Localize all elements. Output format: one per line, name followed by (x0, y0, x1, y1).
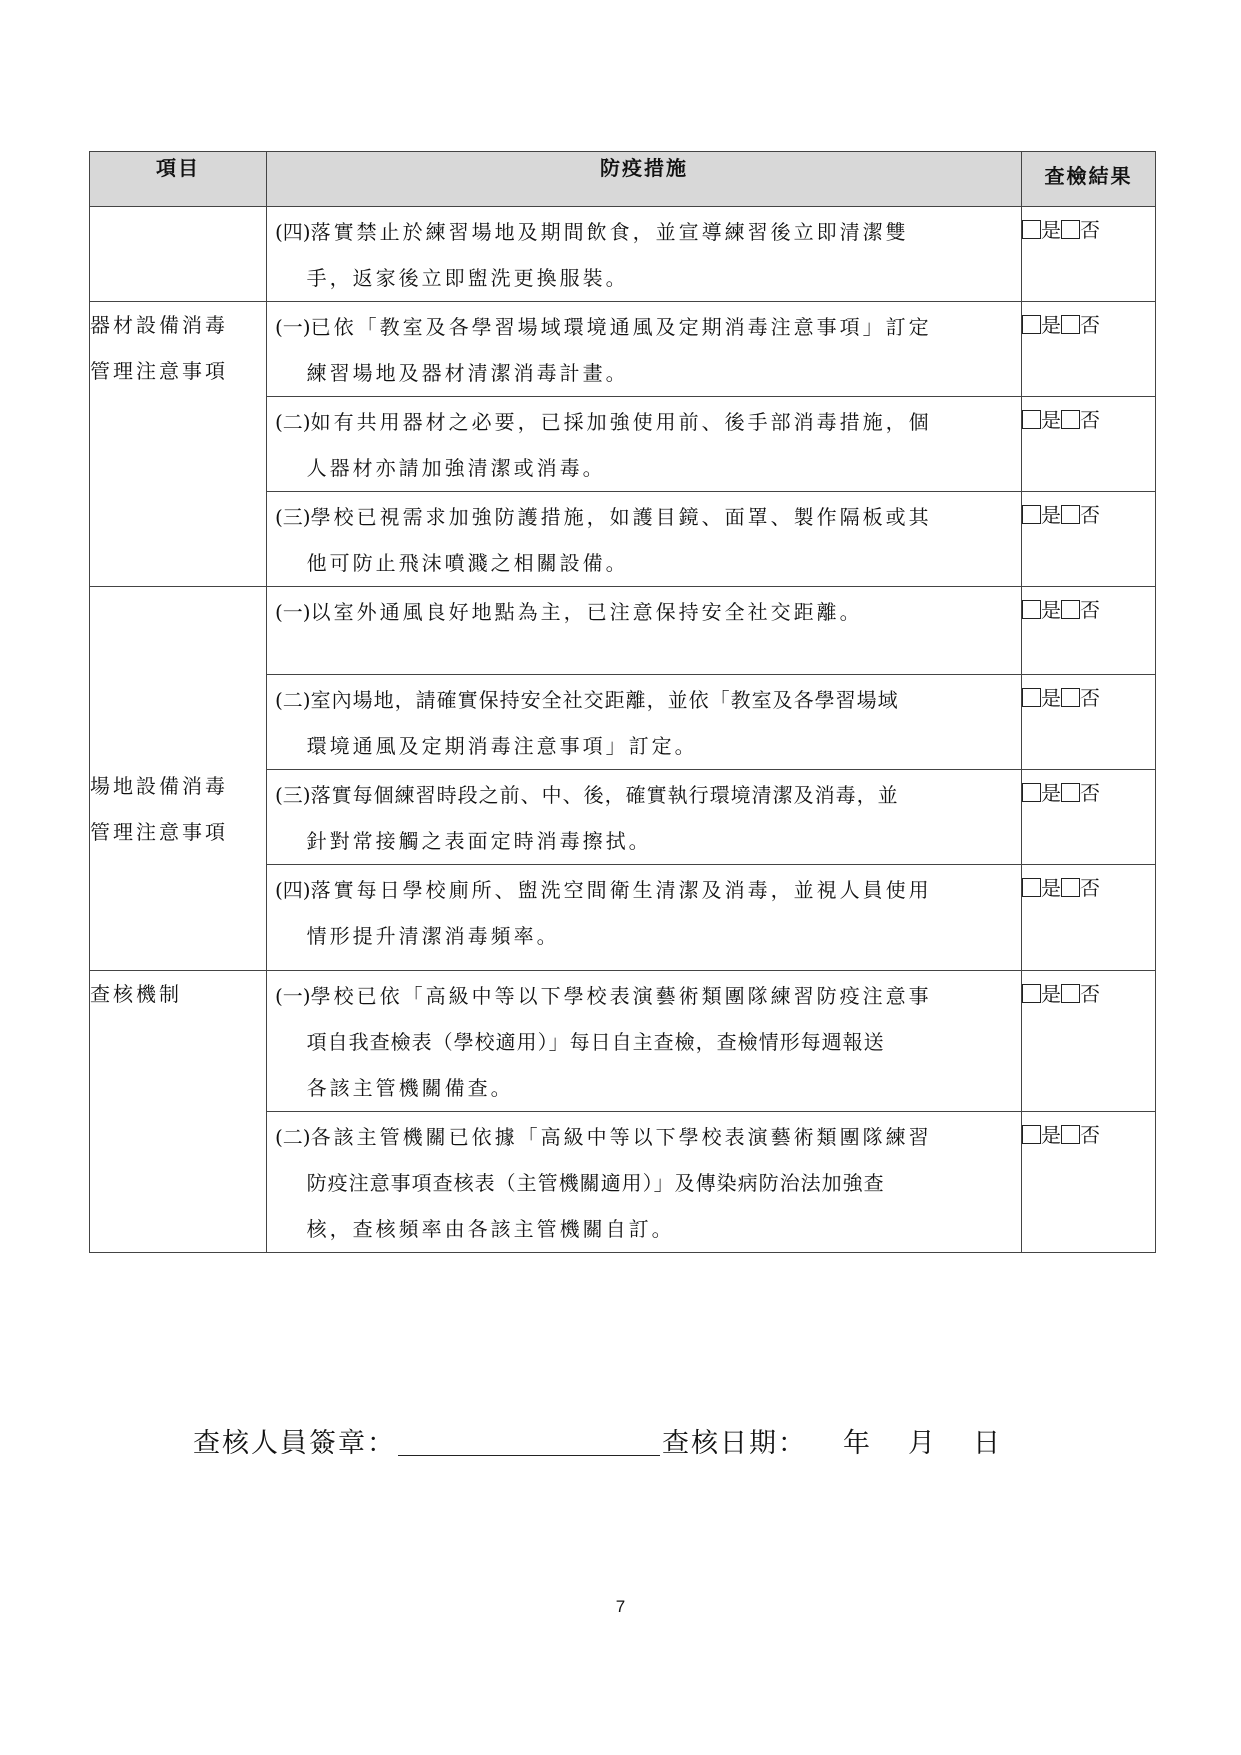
measure-number: (二) (275, 1125, 311, 1149)
yes-label: 是 (1041, 982, 1061, 1006)
measure-number: (二) (275, 688, 311, 712)
no-checkbox[interactable] (1061, 220, 1080, 239)
yes-checkbox[interactable] (1022, 505, 1041, 524)
result-cell (1022, 971, 1156, 1112)
no-checkbox[interactable] (1061, 1125, 1080, 1144)
measure-text-line: 落實每日學校廁所、盥洗空間衛生清潔及消毒，並視人員使用 (310, 878, 932, 902)
measure-text-line: 以室外通風良好地點為主，已注意保持安全社交距離。 (310, 600, 863, 624)
yes-checkbox[interactable] (1022, 220, 1041, 239)
measure-text-line: 環境通風及定期消毒注意事項」訂定。 (306, 734, 698, 758)
no-label: 否 (1080, 982, 1100, 1006)
no-label: 否 (1080, 218, 1100, 242)
result-cell (1022, 207, 1156, 302)
table-row (90, 587, 1156, 675)
signature-label: 查核人員簽章： (193, 1428, 396, 1459)
day-label: 日 (973, 1428, 1002, 1459)
yes-checkbox[interactable] (1022, 1125, 1041, 1144)
measure-number: (四) (275, 878, 311, 902)
yes-checkbox[interactable] (1022, 410, 1041, 429)
measure-text-line: 學校已依「高級中等以下學校表演藝術類團隊練習防疫注意事 (310, 984, 932, 1008)
measure-cell (267, 397, 1022, 492)
measure-number: (三) (275, 783, 311, 807)
category-cell (90, 302, 267, 587)
signature-field[interactable] (398, 1429, 660, 1456)
measure-text-line: 室內場地，請確實保持安全社交距離，並依「教室及各學習場域 (310, 688, 899, 712)
no-label: 否 (1080, 686, 1100, 710)
yes-label: 是 (1041, 876, 1061, 900)
yes-label: 是 (1041, 218, 1061, 242)
no-label: 否 (1080, 876, 1100, 900)
no-label: 否 (1080, 313, 1100, 337)
no-checkbox[interactable] (1061, 600, 1080, 619)
yes-checkbox[interactable] (1022, 783, 1041, 802)
yes-checkbox[interactable] (1022, 315, 1041, 334)
measure-text-line: 練習場地及器材清潔消毒計畫。 (306, 361, 629, 385)
result-cell (1022, 492, 1156, 587)
no-checkbox[interactable] (1061, 410, 1080, 429)
yes-checkbox[interactable] (1022, 600, 1041, 619)
category-label: 管理注意事項 (90, 359, 228, 383)
result-cell (1022, 397, 1156, 492)
yes-checkbox[interactable] (1022, 688, 1041, 707)
no-label: 否 (1080, 1123, 1100, 1147)
measure-text-line: 落實每個練習時段之前、中、後，確實執行環境清潔及消毒，並 (310, 783, 899, 807)
date-label: 查核日期： (662, 1428, 807, 1459)
yes-label: 是 (1041, 503, 1061, 527)
no-checkbox[interactable] (1061, 505, 1080, 524)
measure-text-line: 情形提升清潔消毒頻率。 (306, 924, 560, 948)
checklist-table (89, 151, 1156, 1253)
measure-text-line: 已依「教室及各學習場域環境通風及定期消毒注意事項」訂定 (310, 315, 932, 339)
measure-cell (267, 302, 1022, 397)
measure-number: (二) (275, 410, 311, 434)
category-cell (90, 971, 267, 1253)
yes-label: 是 (1041, 408, 1061, 432)
header-result: 查檢結果 (1022, 152, 1156, 207)
measure-cell (267, 207, 1022, 302)
measure-text-line: 落實禁止於練習場地及期間飲食，並宣導練習後立即清潔雙 (310, 220, 909, 244)
measure-text-line: 核，查核頻率由各該主管機關自訂。 (306, 1217, 675, 1241)
category-label: 器材設備消毒 (90, 313, 228, 337)
yes-label: 是 (1041, 1123, 1061, 1147)
measure-cell (267, 865, 1022, 971)
no-checkbox[interactable] (1061, 984, 1080, 1003)
measure-number: (一) (275, 600, 311, 624)
measure-cell (267, 971, 1022, 1112)
category-label: 查核機制 (90, 982, 182, 1006)
result-cell (1022, 1112, 1156, 1253)
measure-number: (一) (275, 315, 311, 339)
measure-text-line: 防疫注意事項查核表（主管機關適用）」及傳染病防治法加強查 (306, 1171, 885, 1195)
page-number: 7 (615, 1597, 626, 1616)
result-cell (1022, 302, 1156, 397)
no-checkbox[interactable] (1061, 783, 1080, 802)
header-item: 項目 (90, 152, 267, 207)
no-checkbox[interactable] (1061, 878, 1080, 897)
measure-cell (267, 492, 1022, 587)
measure-text-line: 針對常接觸之表面定時消毒擦拭。 (306, 829, 652, 853)
category-label: 場地設備消毒 (90, 773, 228, 798)
measure-text-line: 學校已視需求加強防護措施，如護目鏡、面罩、製作隔板或其 (310, 505, 932, 529)
measure-text-line: 如有共用器材之必要，已採加強使用前、後手部消毒措施，個 (310, 410, 932, 434)
yes-checkbox[interactable] (1022, 878, 1041, 897)
measure-text-line: 他可防止飛沫噴濺之相關設備。 (306, 551, 629, 575)
table-row (90, 207, 1156, 302)
month-label: 月 (908, 1428, 937, 1459)
measure-text-line: 項自我查檢表（學校適用）」每日自主查檢，查檢情形每週報送 (306, 1030, 885, 1054)
measure-number: (三) (275, 505, 311, 529)
measure-text-line: 手，返家後立即盥洗更換服裝。 (306, 266, 629, 290)
category-label: 管理注意事項 (90, 819, 228, 844)
measure-cell (267, 675, 1022, 770)
measure-text-line: 人器材亦請加強清潔或消毒。 (306, 456, 606, 480)
yes-label: 是 (1041, 686, 1061, 710)
signature-line (193, 1421, 1002, 1460)
yes-label: 是 (1041, 598, 1061, 622)
table-row (90, 302, 1156, 397)
category-cell-empty (90, 207, 267, 302)
header-row (90, 152, 1156, 207)
no-checkbox[interactable] (1061, 315, 1080, 334)
no-label: 否 (1080, 781, 1100, 805)
no-label: 否 (1080, 503, 1100, 527)
yes-label: 是 (1041, 313, 1061, 337)
header-measure: 防疫措施 (267, 152, 1022, 207)
result-cell (1022, 770, 1156, 865)
result-cell (1022, 865, 1156, 971)
no-label: 否 (1080, 408, 1100, 432)
measure-number: (一) (275, 984, 311, 1008)
yes-checkbox[interactable] (1022, 984, 1041, 1003)
measure-number: (四) (275, 220, 311, 244)
measure-cell (267, 587, 1022, 675)
result-cell (1022, 675, 1156, 770)
yes-label: 是 (1041, 781, 1061, 805)
table-row (90, 971, 1156, 1112)
year-label: 年 (843, 1428, 872, 1459)
no-checkbox[interactable] (1061, 688, 1080, 707)
measure-cell (267, 770, 1022, 865)
measure-text-line: 各該主管機關備查。 (306, 1076, 514, 1100)
category-cell (90, 587, 267, 971)
measure-text-line: 各該主管機關已依據「高級中等以下學校表演藝術類團隊練習 (310, 1125, 932, 1149)
result-cell (1022, 587, 1156, 675)
no-label: 否 (1080, 598, 1100, 622)
measure-cell (267, 1112, 1022, 1253)
